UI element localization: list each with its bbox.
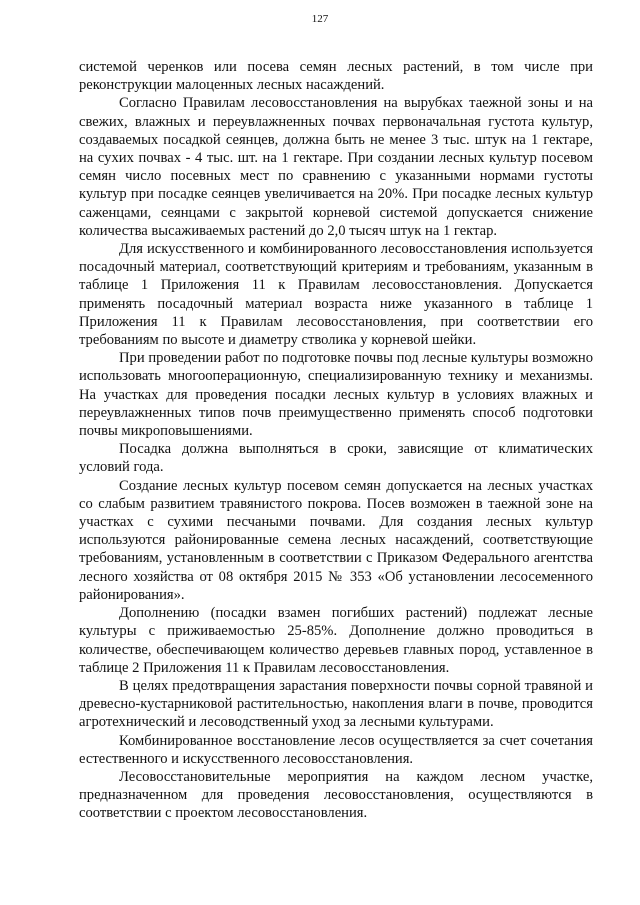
paragraph-maintenance: В целях предотвращения зарастания поверхности почвы сорной травяной и древесно-кустарниковой растительностью, накопления влаги в почве, проводится агротехнический и лесоводственный уход за лесными культурами. xyxy=(79,677,593,731)
paragraph-planting-material: Для искусственного и комбинированного лесовосстановления используется посадочный материал, соответствующий критериям и требованиям, указанным в таблице 1 Приложения 11 к Правилам лесовосстановления. Допускается применять посадочный материал возраста ниже указанного в таблице 1 Приложения 11 к Правилам лесовосстановления, при соответствии его требованиям по высоте и диаметру стволика у корневой шейки. xyxy=(79,241,593,349)
paragraph-planting-density: Согласно Правилам лесовосстановления на вырубках таежной зоны и на свежих, влажных и переувлажненных почвах первоначальная густота культур, создаваемых посадкой сеянцев, должна быть не менее 3 тыс. штук на 1 гектаре, на сухих почвах - 4 тыс. шт. на 1 гектаре. При создании лесных культур посевом семян число посевных мест по сравнению с указанными нормами густоты культур при посадке сеянцев увеличивается на 20%. При посадке лесных культур саженцами, сеянцами с закрытой корневой системой допускается снижение количества высаживаемых растений до 2,0 тысяч штук на 1 гектар. xyxy=(79,95,593,239)
page-number: 127 xyxy=(311,13,329,25)
paragraph-planting-timing: Посадка должна выполняться в сроки, зависящие от климатических условий года. xyxy=(79,441,593,476)
paragraph-restoration-project: Лесовосстановительные мероприятия на каждом лесном участке, предназначенном для проведения лесовосстановления, осуществляются в соответствии с проектом лесовосстановления. xyxy=(79,768,593,822)
document-body xyxy=(79,58,593,823)
paragraph-continuation: системой черенков или посева семян лесных растений, в том числе при реконструкции малоценных лесных насаждений. xyxy=(79,59,593,94)
paragraph-seeding: Создание лесных культур посевом семян допускается на лесных участках со слабым развитием травянистого покрова. Посев возможен в таежной зоне на участках с сухими песчаными почвами. Для создания лесных культур используются районированные семена лесных насаждений, соответствующие требованиям, установленным в соответствии с Приказом Федерального агентства лесного хозяйства от 08 октября 2015 № 353 «Об установлении лесосеменного районирования». xyxy=(79,477,593,603)
paragraph-soil-preparation: При проведении работ по подготовке почвы под лесные культуры возможно использовать многооперационную, специализированную технику и механизмы. На участках для проведения посадки лесных культур в условиях влажных и переувлажненных типов почв преимущественно применять способ подготовки почвы микроповышениями. xyxy=(79,350,593,440)
paragraph-combined-restoration: Комбинированное восстановление лесов осуществляется за счет сочетания естественного и искусственного лесовосстановления. xyxy=(79,732,593,767)
paragraph-replanting: Дополнению (посадки взамен погибших растений) подлежат лесные культуры с приживаемостью 25-85%. Дополнение должно проводиться в количестве, обеспечивающем количество деревьев главных пород, уставленное в таблице 2 Приложения 11 к Правилам лесовосстановления. xyxy=(79,605,593,676)
